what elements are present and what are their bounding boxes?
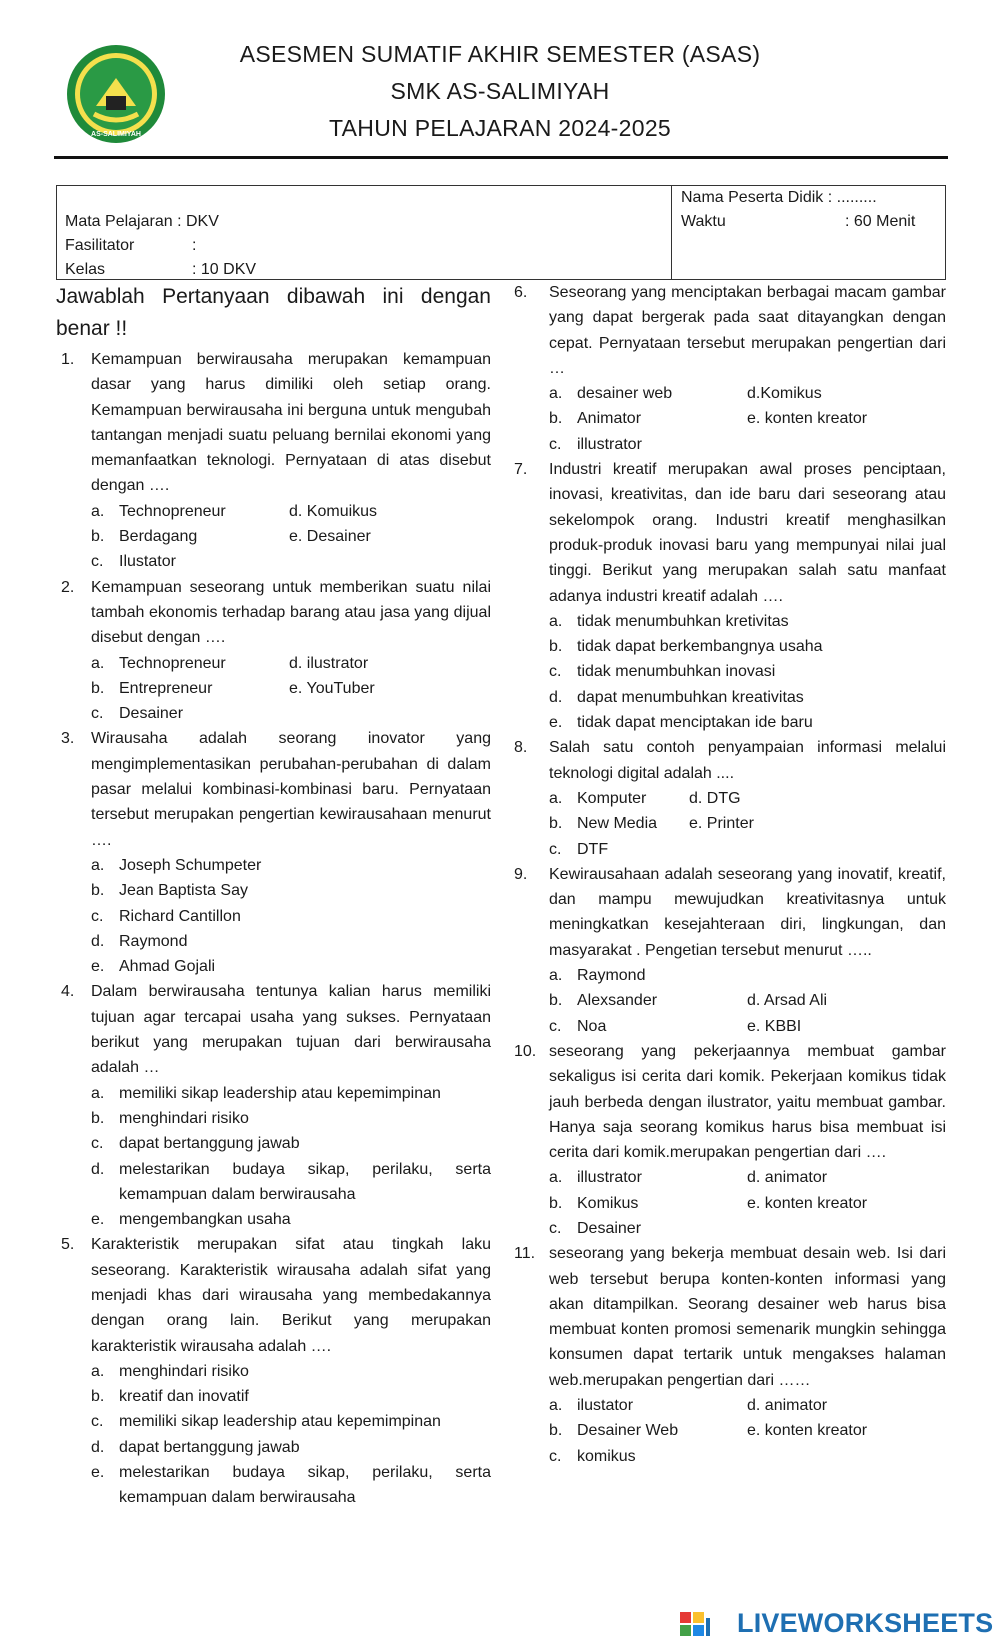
option-c[interactable]: dapat bertanggung jawab: [119, 1135, 300, 1153]
option-letter: a.: [549, 385, 563, 403]
option-letter: a.: [91, 1362, 105, 1380]
option-letter: c.: [549, 435, 562, 453]
question-text: Industri kreatif merupakan awal proses penciptaan, inovasi, kreativitas, dan ide baru dari seseorang atau sekelompok orang. Industri kreatif menghasilkan produk-produk inovasi baru yang mempunyai nilai jual tinggi. Berikut yang merupakan salah satu manfaat adanya industri kreatif adalah ….: [549, 461, 946, 605]
option-d[interactable]: dapat bertanggung jawab: [119, 1438, 300, 1456]
option-letter: b.: [549, 992, 563, 1010]
option-e[interactable]: e. Printer: [689, 815, 754, 833]
question-text: Seseorang yang menciptakan berbagai macam gambar yang dapat bergerak pada saat ditayangkan dengan cepat. Pernyataan tersebut merupakan pengertian dari …: [549, 284, 946, 377]
option-e[interactable]: e. konten kreator: [747, 1194, 868, 1212]
option-letter: b.: [91, 882, 105, 900]
option-letter: d.: [549, 688, 563, 706]
question-4: [56, 979, 491, 1232]
option-letter: a.: [91, 654, 105, 672]
option-d[interactable]: d. animator: [747, 1169, 828, 1187]
option-a[interactable]: tidak menumbuhkan kretivitas: [577, 612, 789, 630]
question-text: seseorang yang bekerja membuat desain web. Isi dari web tersebut berupa konten-konten informasi yang akan ditampilkan. Seorang desainer web harus bisa membuat konten promosi semenarik mungkin sehingga konsumen dapat tertarik untuk mengakses halaman web.merupakan pengertian dari ……: [549, 1245, 946, 1389]
question-number: 8.: [514, 739, 528, 757]
option-letter: b.: [549, 638, 563, 656]
question-number: 2.: [61, 578, 75, 596]
question-11: [514, 1241, 946, 1469]
option-letter: c.: [91, 705, 104, 723]
student-name-value: : .........: [827, 189, 877, 206]
info-right: [681, 186, 915, 234]
question-2: [56, 575, 491, 727]
question-text: Dalam berwirausaha tentunya kalian harus memiliki tujuan agar tercapai usaha yang sukses. Pernyataan berikut yang merupakan tujuan dari berwirausaha adalah …: [91, 983, 491, 1077]
question-number: 9.: [514, 865, 528, 883]
option-d[interactable]: Raymond: [119, 932, 188, 950]
option-b[interactable]: Berdagang: [119, 528, 198, 546]
option-d[interactable]: d. ilustrator: [289, 654, 369, 672]
time-value: : 60 Menit: [845, 213, 916, 230]
subject-label: Mata Pelajaran: [65, 213, 173, 230]
option-letter: a.: [549, 612, 563, 630]
question-number: 7.: [514, 461, 528, 479]
title-line-2: SMK AS-SALIMIYAH: [390, 78, 610, 104]
info-left: [65, 210, 256, 282]
option-d[interactable]: d. Arsad Ali: [747, 992, 828, 1010]
question-9: [514, 862, 946, 1039]
facilitator-value: :: [192, 237, 197, 254]
header: [0, 0, 1000, 165]
option-d[interactable]: melestarikan budaya sikap, perilaku, serta kemampuan dalam berwirausaha: [119, 1160, 491, 1203]
question-text: Kemampuan berwirausaha merupakan kemampuan dasar yang harus dimiliki oleh setiap orang. Kemampuan berwirausaha ini berguna untuk mengubah tantangan menjadi suatu peluang bernilai ekonomi yang memanfaatkan teknologi. Pernyataan di atas disebut dengan ….: [91, 351, 491, 495]
option-c[interactable]: tidak menumbuhkan inovasi: [577, 663, 776, 681]
option-c[interactable]: DTF: [577, 840, 609, 858]
info-divider: [671, 186, 672, 279]
option-c[interactable]: memiliki sikap leadership atau kepemimpinan: [119, 1413, 441, 1431]
option-a[interactable]: desainer web: [577, 385, 673, 403]
option-b[interactable]: Desainer Web: [577, 1422, 679, 1440]
question-number: 6.: [514, 284, 528, 301]
option-letter: a.: [91, 1084, 105, 1102]
option-letter: b.: [91, 1388, 105, 1406]
option-letter: a.: [549, 1169, 563, 1187]
question-number: 11.: [514, 1245, 536, 1263]
option-letter: b.: [549, 410, 563, 428]
left-column: [56, 281, 491, 1511]
option-letter: c.: [549, 1447, 562, 1465]
option-letter: a.: [91, 856, 105, 874]
question-1: [56, 347, 491, 575]
question-text: Wirausaha adalah seorang inovator yang mengimplementasikan perubahan-perubahan di dalam pasar melalui kombinasi-kombinasi baru. Pernyataan tersebut merupakan pengertian kewirausahaan menurut ….: [91, 730, 491, 849]
option-c[interactable]: Desainer: [119, 705, 184, 723]
question-text: Kemampuan seseorang untuk memberikan suatu nilai tambah ekonomis terhadap barang atau jasa yang dijual disebut dengan ….: [91, 578, 491, 647]
option-e[interactable]: e. konten kreator: [747, 410, 868, 428]
option-b[interactable]: Alexsander: [577, 992, 658, 1010]
option-c[interactable]: Ilustator: [119, 553, 176, 571]
option-c[interactable]: Desainer: [577, 1219, 642, 1237]
brand-text: LIVEWORKSHEETS: [737, 1608, 994, 1638]
question-6: [514, 280, 946, 457]
option-letter: b.: [549, 1194, 563, 1212]
option-letter: c.: [91, 1413, 104, 1431]
option-letter: c.: [91, 553, 104, 571]
option-letter: e.: [91, 958, 105, 976]
option-a[interactable]: ilustator: [577, 1397, 634, 1415]
option-e[interactable]: e. Desainer: [289, 528, 371, 546]
subject-value: : DKV: [177, 213, 219, 230]
question-text: seseorang yang pekerjaannya membuat gambar sekaligus isi cerita dari komik. Pekerjaan komikus tidak jauh berbeda dengan ilustrator, yaitu membuat gambar. Hanya saja seorang komikus harus bisa membuat isi cerita dari komik.merupakan pengertian dari ….: [549, 1042, 946, 1162]
option-b[interactable]: Entrepreneur: [119, 679, 213, 697]
option-letter: c.: [91, 1135, 104, 1153]
question-number: 1.: [61, 351, 75, 368]
option-letter: b.: [549, 1422, 563, 1440]
title-line-1: ASESMEN SUMATIF AKHIR SEMESTER (ASAS): [239, 41, 761, 67]
option-c[interactable]: Noa: [577, 1017, 607, 1035]
option-e[interactable]: e. YouTuber: [289, 679, 375, 697]
option-d[interactable]: d.Komikus: [747, 385, 822, 403]
option-letter: c.: [549, 840, 562, 858]
question-8: [514, 735, 946, 861]
option-a[interactable]: illustrator: [577, 1169, 642, 1187]
option-letter: a.: [549, 789, 563, 807]
option-a[interactable]: menghindari risiko: [119, 1362, 249, 1380]
question-7: [514, 457, 946, 735]
option-letter: e.: [549, 714, 563, 732]
option-e[interactable]: melestarikan budaya sikap, perilaku, serta kemampuan dalam berwirausaha: [119, 1464, 491, 1507]
option-b[interactable]: Animator: [577, 410, 642, 428]
option-a[interactable]: Technopreneur: [119, 654, 226, 672]
option-letter: c.: [549, 663, 562, 681]
option-b[interactable]: Komikus: [577, 1194, 639, 1212]
student-info-box: [56, 185, 946, 280]
option-letter: e.: [91, 1211, 105, 1229]
option-letter: b.: [91, 1109, 105, 1127]
option-a[interactable]: Raymond: [577, 967, 646, 985]
option-d[interactable]: d. Komuikus: [289, 502, 378, 520]
option-c[interactable]: illustrator: [577, 435, 642, 453]
option-a[interactable]: Joseph Schumpeter: [119, 856, 262, 874]
liveworksheets-brand: [680, 1602, 1000, 1647]
school-logo: [66, 44, 166, 144]
header-divider: [54, 156, 948, 159]
option-e[interactable]: e. KBBI: [747, 1017, 802, 1035]
svg-text:AS-SALIMIYAH: AS-SALIMIYAH: [91, 131, 141, 138]
option-letter: b.: [91, 528, 105, 546]
option-b[interactable]: New Media: [577, 815, 658, 833]
option-d[interactable]: d. DTG: [689, 789, 741, 807]
option-b[interactable]: kreatif dan inovatif: [119, 1388, 249, 1406]
question-3: [56, 726, 491, 979]
option-letter: b.: [549, 815, 563, 833]
question-number: 3.: [61, 730, 75, 748]
option-e[interactable]: tidak dapat menciptakan ide baru: [577, 714, 813, 732]
right-column: [514, 280, 946, 1469]
option-e[interactable]: mengembangkan usaha: [119, 1211, 291, 1229]
option-letter: a.: [91, 502, 105, 520]
option-a[interactable]: memiliki sikap leadership atau kepemimpinan: [119, 1084, 441, 1102]
question-10: [514, 1039, 946, 1241]
question-number: 4.: [61, 983, 75, 1001]
facilitator-label: Fasilitator: [65, 237, 135, 254]
option-c[interactable]: komikus: [577, 1447, 636, 1465]
option-letter: d.: [91, 1160, 105, 1178]
title-block: [200, 36, 800, 147]
option-c[interactable]: Richard Cantillon: [119, 907, 241, 925]
liveworksheets-logo-icon: [680, 1612, 732, 1638]
option-e[interactable]: Ahmad Gojali: [119, 958, 216, 976]
instruction: Jawablah Pertanyaan dibawah ini dengan benar !!: [56, 285, 491, 340]
question-number: 10.: [514, 1042, 537, 1060]
option-letter: a.: [549, 967, 563, 985]
time-label: Waktu: [681, 213, 726, 230]
option-letter: e.: [91, 1464, 105, 1482]
student-name-label: Nama Peserta Didik: [681, 189, 824, 206]
option-letter: a.: [549, 1397, 563, 1415]
class-label: Kelas: [65, 261, 106, 278]
option-letter: d.: [91, 1438, 105, 1456]
option-d[interactable]: dapat menumbuhkan kreativitas: [577, 688, 804, 706]
question-text: Kewirausahaan adalah seseorang yang inovatif, kreatif, dan mampu mewujudkan kreativitasnya untuk meningkatkan kesejahteraan diri, lingkungan, dan masyarakat . Pengetian tersebut menurut …..: [549, 865, 946, 959]
title-line-3: TAHUN PELAJARAN 2024-2025: [329, 115, 671, 141]
option-b[interactable]: Jean Baptista Say: [119, 882, 248, 900]
option-letter: c.: [549, 1017, 562, 1035]
option-letter: d.: [91, 932, 105, 950]
option-letter: c.: [91, 907, 104, 925]
option-b[interactable]: tidak dapat berkembangnya usaha: [577, 638, 823, 656]
option-letter: c.: [549, 1219, 562, 1237]
question-text: Karakteristik merupakan sifat atau tingkah laku seseorang. Karakteristik wirausaha adalah sifat yang menjadi khas dari wirausaha yang membedakannya dengan orang lain. Berikut yang merupakan karakteristik wirausaha adalah ….: [91, 1236, 491, 1355]
question-text: Salah satu contoh penyampaian informasi melalui teknologi digital adalah ....: [549, 739, 946, 782]
question-number: 5.: [61, 1236, 75, 1254]
class-value: : 10 DKV: [192, 261, 257, 278]
question-5: [56, 1232, 491, 1510]
option-b[interactable]: menghindari risiko: [119, 1109, 249, 1127]
option-e[interactable]: e. konten kreator: [747, 1422, 868, 1440]
option-a[interactable]: Technopreneur: [119, 502, 226, 520]
option-letter: b.: [91, 679, 105, 697]
option-a[interactable]: Komputer: [577, 789, 647, 807]
option-d[interactable]: d. animator: [747, 1397, 828, 1415]
